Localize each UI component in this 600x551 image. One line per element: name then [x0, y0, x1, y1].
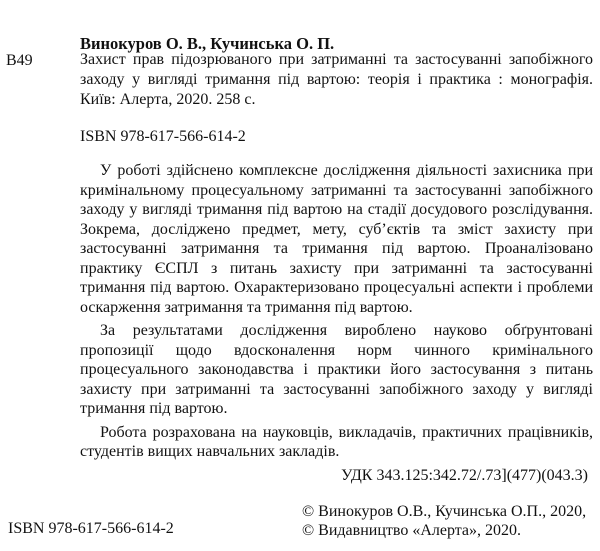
catalog-code: В49: [6, 52, 33, 69]
abstract: [80, 161, 593, 466]
abstract-text-1: У роботі здійснено комплексне дослідження діяльності захисника при кримінальному процесуальному затриманні та застосуванні запобіжного заходу у вигляді тримання під вартою на стадії досудового розслідування. Зокрема, досліджено предмет, мету, суб’єктів та зміст захисту при застосуванні затримання та тримання під вартою. Проаналізовано практику ЄСПЛ з питань захисту при затриманні та застосуванні тримання під вартою. Охарактеризовано процесуальні аспекти і проблеми оскарження затримання та тримання під вартою.: [80, 162, 593, 316]
udk-code: УДК 343.125:342.72/.73](477)(043.3): [341, 467, 588, 484]
isbn-bottom: ISBN 978-617-566-614-2: [8, 520, 174, 537]
abstract-text-3: Робота розрахована на науковців, викладачів, практичних працівників, студентів вищих навчальних закладів.: [80, 423, 593, 460]
abstract-paragraph-1: [80, 161, 593, 317]
copyright-line-authors: © Винокуров О.В., Кучинська О.П., 2020,: [302, 503, 587, 520]
copyright-line-publisher: © Видавництво «Алерта», 2020.: [302, 522, 522, 539]
abstract-text-2: За результатами дослідження вироблено науково обґрунтовані пропозиції щодо вдосконалення норм чинного кримінального процесуального законодавства і практики його застосування з питань захисту при затриманні та застосуванні запобіжного заходу у вигляді тримання під вартою.: [80, 322, 593, 417]
isbn-top: ISBN 978-617-566-614-2: [80, 128, 246, 145]
bibliographic-entry: Захист прав підозрюваного при затриманні та застосуванні запобіжного заходу у вигляді тримання під вартою: теорія і практика : монографія. Київ: Алерта, 2020. 258 с.: [80, 51, 593, 108]
copyright-block: [302, 502, 586, 540]
abstract-paragraph-2: [80, 321, 593, 419]
abstract-paragraph-3: [80, 423, 593, 462]
authors-heading: Винокуров О. В., Кучинська О. П.: [80, 34, 335, 53]
